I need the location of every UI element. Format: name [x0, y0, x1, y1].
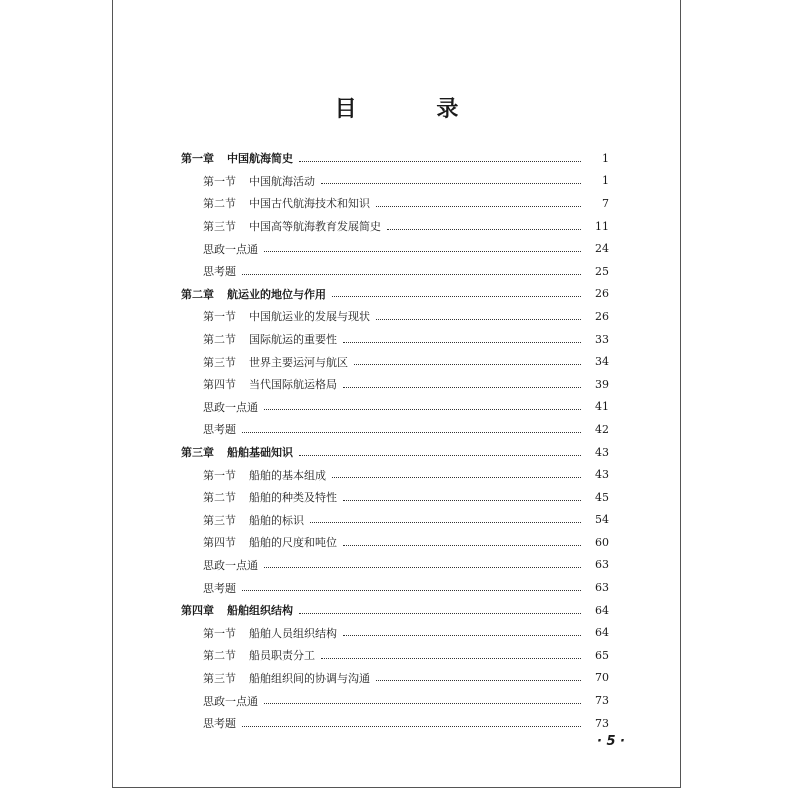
toc-section-row — [181, 305, 609, 328]
dot-leader — [354, 364, 581, 365]
dot-leader — [242, 726, 581, 727]
dot-leader — [321, 183, 581, 184]
toc-entry-title: 中国高等航海教育发展简史 — [249, 220, 381, 234]
toc-chapter-row — [181, 599, 609, 622]
book-page — [112, 0, 681, 788]
toc-section-row — [181, 192, 609, 215]
toc-page-number: 73 — [595, 716, 609, 730]
toc-entry-title: 思考题 — [203, 581, 236, 595]
toc-entry-title: 船舶人员组织结构 — [249, 626, 337, 640]
toc-entry-number: 第二节 — [203, 333, 236, 347]
toc-section-row — [181, 373, 609, 396]
toc-page-number: 7 — [602, 196, 609, 210]
toc-entry-title: 船舶组织间的协调与沟通 — [249, 671, 370, 685]
toc-entry-title: 船舶组织结构 — [227, 604, 293, 618]
dot-leader — [343, 500, 581, 501]
toc-entry-title: 中国古代航海技术和知识 — [249, 197, 370, 211]
toc-page-number: 42 — [595, 422, 609, 436]
table-of-contents — [181, 147, 609, 734]
toc-section-row — [181, 328, 609, 351]
toc-section-row — [181, 260, 609, 283]
page-number: · 5 · — [597, 734, 625, 749]
toc-entry-title: 当代国际航运格局 — [249, 378, 337, 392]
toc-section-row — [181, 621, 609, 644]
dot-leader — [332, 296, 581, 297]
dot-leader — [343, 635, 581, 636]
toc-entry-number: 第一节 — [203, 626, 236, 640]
toc-entry-number: 第二章 — [181, 287, 214, 301]
toc-entry-title: 世界主要运河与航区 — [249, 355, 348, 369]
toc-section-row — [181, 215, 609, 238]
toc-page-number: 73 — [595, 694, 609, 708]
toc-section-row — [181, 667, 609, 690]
dot-leader — [343, 342, 581, 343]
toc-entry-title: 思考题 — [203, 423, 236, 437]
toc-entry-title: 船舶的基本组成 — [249, 468, 326, 482]
toc-page-number: 26 — [595, 309, 609, 323]
dot-leader — [376, 206, 581, 207]
toc-section-row — [181, 531, 609, 554]
toc-entry-title: 船舶基础知识 — [227, 446, 293, 460]
dot-leader — [299, 161, 581, 162]
dot-leader — [376, 680, 581, 681]
toc-page-number: 24 — [595, 242, 609, 256]
dot-leader — [264, 703, 581, 704]
toc-page-number: 54 — [595, 513, 609, 527]
toc-entry-title: 船舶的尺度和吨位 — [249, 536, 337, 550]
page-title: 目 录 — [334, 97, 495, 122]
toc-entry-number: 第一节 — [203, 174, 236, 188]
dot-leader — [376, 319, 581, 320]
toc-page-number: 1 — [602, 174, 609, 188]
dot-leader — [264, 409, 581, 410]
dot-leader — [299, 455, 581, 456]
toc-page-number: 11 — [595, 219, 609, 233]
toc-entry-number: 第四节 — [203, 536, 236, 550]
dot-leader — [332, 477, 581, 478]
toc-page-number: 39 — [595, 377, 609, 391]
toc-section-row — [181, 486, 609, 509]
toc-page-number: 70 — [595, 671, 609, 685]
toc-entry-title: 思政一点通 — [203, 558, 258, 572]
toc-section-row — [181, 463, 609, 486]
toc-page-number: 63 — [595, 581, 609, 595]
dot-leader — [242, 432, 581, 433]
toc-section-row — [181, 350, 609, 373]
toc-entry-number: 第三章 — [181, 446, 214, 460]
toc-page-number: 43 — [595, 468, 609, 482]
toc-entry-number: 第二节 — [203, 491, 236, 505]
dot-leader — [299, 613, 581, 614]
toc-chapter-row — [181, 441, 609, 464]
toc-section-row — [181, 576, 609, 599]
toc-entry-title: 船舶的种类及特性 — [249, 491, 337, 505]
toc-entry-title: 航运业的地位与作用 — [227, 287, 326, 301]
toc-entry-number: 第四节 — [203, 378, 236, 392]
toc-entry-number: 第二节 — [203, 649, 236, 663]
dot-leader — [310, 522, 581, 523]
toc-entry-title: 船舶的标识 — [249, 513, 304, 527]
toc-entry-title: 思政一点通 — [203, 242, 258, 256]
toc-entry-title: 中国航海活动 — [249, 174, 315, 188]
toc-section-row — [181, 509, 609, 532]
toc-entry-title: 船员职责分工 — [249, 649, 315, 663]
dot-leader — [343, 545, 581, 546]
toc-section-row — [181, 712, 609, 735]
toc-entry-title: 中国航运业的发展与现状 — [249, 310, 370, 324]
toc-page-number: 33 — [595, 332, 609, 346]
dot-leader — [321, 658, 581, 659]
toc-section-row — [181, 418, 609, 441]
dot-leader — [264, 251, 581, 252]
toc-section-row — [181, 554, 609, 577]
toc-entry-number: 第一节 — [203, 468, 236, 482]
toc-entry-title: 国际航运的重要性 — [249, 333, 337, 347]
toc-entry-number: 第四章 — [181, 604, 214, 618]
toc-section-row — [181, 644, 609, 667]
toc-entry-title: 思考题 — [203, 265, 236, 279]
dot-leader — [242, 590, 581, 591]
toc-section-row — [181, 237, 609, 260]
toc-entry-number: 第一节 — [203, 310, 236, 324]
toc-page-number: 63 — [595, 558, 609, 572]
dot-leader — [242, 274, 581, 275]
toc-entry-title: 思政一点通 — [203, 400, 258, 414]
toc-entry-number: 第三节 — [203, 355, 236, 369]
toc-page-number: 60 — [595, 535, 609, 549]
toc-chapter-row — [181, 147, 609, 170]
toc-page-number: 25 — [595, 264, 609, 278]
dot-leader — [343, 387, 581, 388]
toc-page-number: 41 — [595, 400, 609, 414]
toc-page-number: 43 — [595, 445, 609, 459]
toc-section-row — [181, 689, 609, 712]
toc-page-number: 34 — [595, 355, 609, 369]
toc-page-number: 26 — [595, 287, 609, 301]
toc-page-number: 1 — [602, 151, 609, 165]
toc-entry-title: 思政一点通 — [203, 694, 258, 708]
toc-page-number: 64 — [595, 626, 609, 640]
toc-entry-number: 第三节 — [203, 671, 236, 685]
toc-page-number: 64 — [595, 603, 609, 617]
dot-leader — [387, 229, 581, 230]
toc-page-number: 65 — [595, 648, 609, 662]
dot-leader — [264, 567, 581, 568]
toc-entry-number: 第三节 — [203, 513, 236, 527]
toc-entry-title: 思考题 — [203, 717, 236, 731]
toc-page-number: 45 — [595, 490, 609, 504]
toc-entry-number: 第二节 — [203, 197, 236, 211]
toc-entry-number: 第三节 — [203, 220, 236, 234]
toc-section-row — [181, 170, 609, 193]
toc-chapter-row — [181, 283, 609, 306]
toc-entry-number: 第一章 — [181, 152, 214, 166]
toc-section-row — [181, 396, 609, 419]
toc-entry-title: 中国航海简史 — [227, 152, 293, 166]
